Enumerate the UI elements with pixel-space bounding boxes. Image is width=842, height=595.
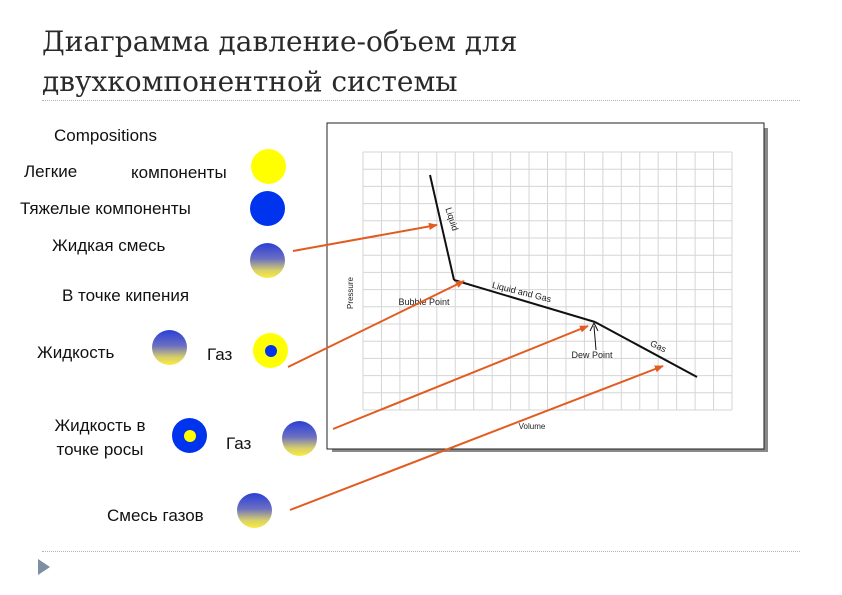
bubble-liquid-label: Жидкость bbox=[37, 343, 115, 362]
gas-curve-label: Gas bbox=[648, 338, 668, 355]
title-line-1: Диаграмма давление-объем для bbox=[42, 25, 518, 58]
triangle-right-icon bbox=[38, 559, 50, 575]
dew-liquid-label-line-2: точке росы bbox=[56, 440, 144, 459]
light-components-label-right: компоненты bbox=[131, 163, 227, 182]
liquid-mix-label: Жидкая смесь bbox=[52, 236, 166, 255]
dew-liquid-label-line-1: Жидкость в bbox=[54, 416, 146, 435]
chart-grid bbox=[363, 152, 732, 410]
volume-axis-label: Volume bbox=[518, 422, 546, 431]
title-line-2: двухкомпонентной системы bbox=[42, 65, 458, 98]
dew-gas-label: Газ bbox=[226, 434, 252, 453]
footer-separator bbox=[42, 551, 800, 552]
dew-point-label-chart: Dew Point bbox=[571, 350, 613, 360]
compositions-label: Compositions bbox=[54, 126, 157, 145]
light-components-label-left: Легкие bbox=[24, 162, 78, 181]
chart-frame bbox=[327, 123, 764, 449]
pressure-axis-label: Pressure bbox=[346, 276, 355, 310]
heavy-components-label: Тяжелые компоненты bbox=[20, 199, 191, 218]
bubble-point-label-chart: Bubble Point bbox=[398, 297, 450, 307]
gas-mixture-label: Смесь газов bbox=[107, 506, 204, 525]
liquid-curve-label: Liquid bbox=[443, 206, 461, 233]
liquid-and-gas-curve-label: Liquid and Gas bbox=[491, 279, 553, 305]
bubble-point-label: В точке кипения bbox=[62, 286, 190, 305]
bubble-gas-label: Газ bbox=[207, 345, 233, 364]
